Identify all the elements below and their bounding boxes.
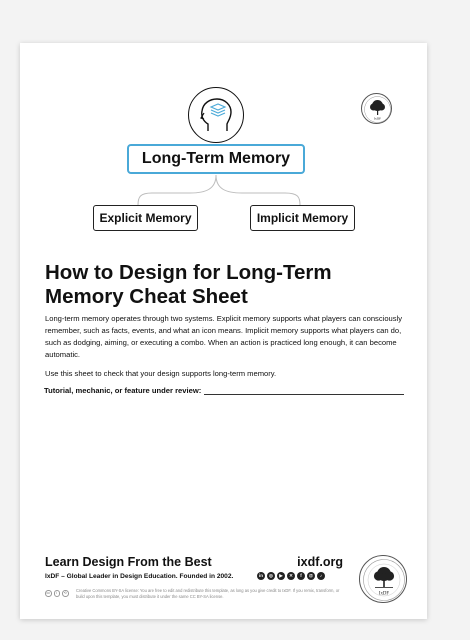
review-field-line[interactable] (204, 386, 404, 395)
seal-logo-text: IxDF (373, 116, 382, 121)
license-text: Creative Commons BY-SA license: You are free to edit and redistribute this template, as long as you give credit to IxDF. If you remix, transform, or build upon this template, you must distribute it under the same CC BY-SA license. (76, 588, 340, 600)
review-field-row (44, 386, 404, 395)
x-icon[interactable]: ✕ (287, 572, 295, 580)
linkedin-icon[interactable]: in (257, 572, 265, 580)
license-icons (45, 590, 69, 597)
by-icon: i (54, 590, 61, 597)
threads-icon[interactable]: @ (307, 572, 315, 580)
seal-large-logo-text: IxDF (378, 591, 390, 597)
tiktok-icon[interactable]: ♪ (317, 572, 325, 580)
review-field-label: Tutorial, mechanic, or feature under review: (44, 386, 202, 395)
explicit-memory-node (93, 205, 198, 231)
sa-icon: ⟲ (63, 591, 67, 596)
footer-url-link[interactable]: ixdf.org (297, 555, 343, 569)
footer-heading: Learn Design From the Best (45, 555, 212, 569)
ixdf-seal-large-icon (359, 555, 407, 603)
social-icons (257, 572, 325, 580)
head-brain-icon (188, 87, 244, 143)
cc-icon: cc (46, 591, 50, 596)
intro-paragraph: Long-term memory operates through two systems. Explicit memory supports what players can consciously remember, such as facts, events, and what an icon means. Implicit memory supports what players can do, such as dodging, aiming, or executing a combo. When an action is practiced long enough, it can become automatic. (45, 314, 403, 359)
page-title: How to Design for Long-Term Memory Cheat Sheet (45, 261, 332, 308)
cheat-sheet-page (20, 43, 427, 619)
instruction-text: Use this sheet to check that your design supports long-term memory. (45, 369, 277, 378)
facebook-icon[interactable]: f (297, 572, 305, 580)
youtube-icon[interactable]: ▶ (277, 572, 285, 580)
implicit-memory-node (250, 205, 355, 231)
long-term-memory-label: Long-Term Memory (141, 150, 291, 167)
long-term-memory-node (127, 144, 305, 174)
implicit-memory-label: Implicit Memory (256, 211, 349, 225)
footer-tagline: IxDF – Global Leader in Design Education. Founded in 2002. (45, 573, 234, 580)
instagram-icon[interactable]: ◎ (267, 572, 275, 580)
ixdf-seal-icon (361, 93, 392, 124)
explicit-memory-label: Explicit Memory (99, 211, 192, 225)
